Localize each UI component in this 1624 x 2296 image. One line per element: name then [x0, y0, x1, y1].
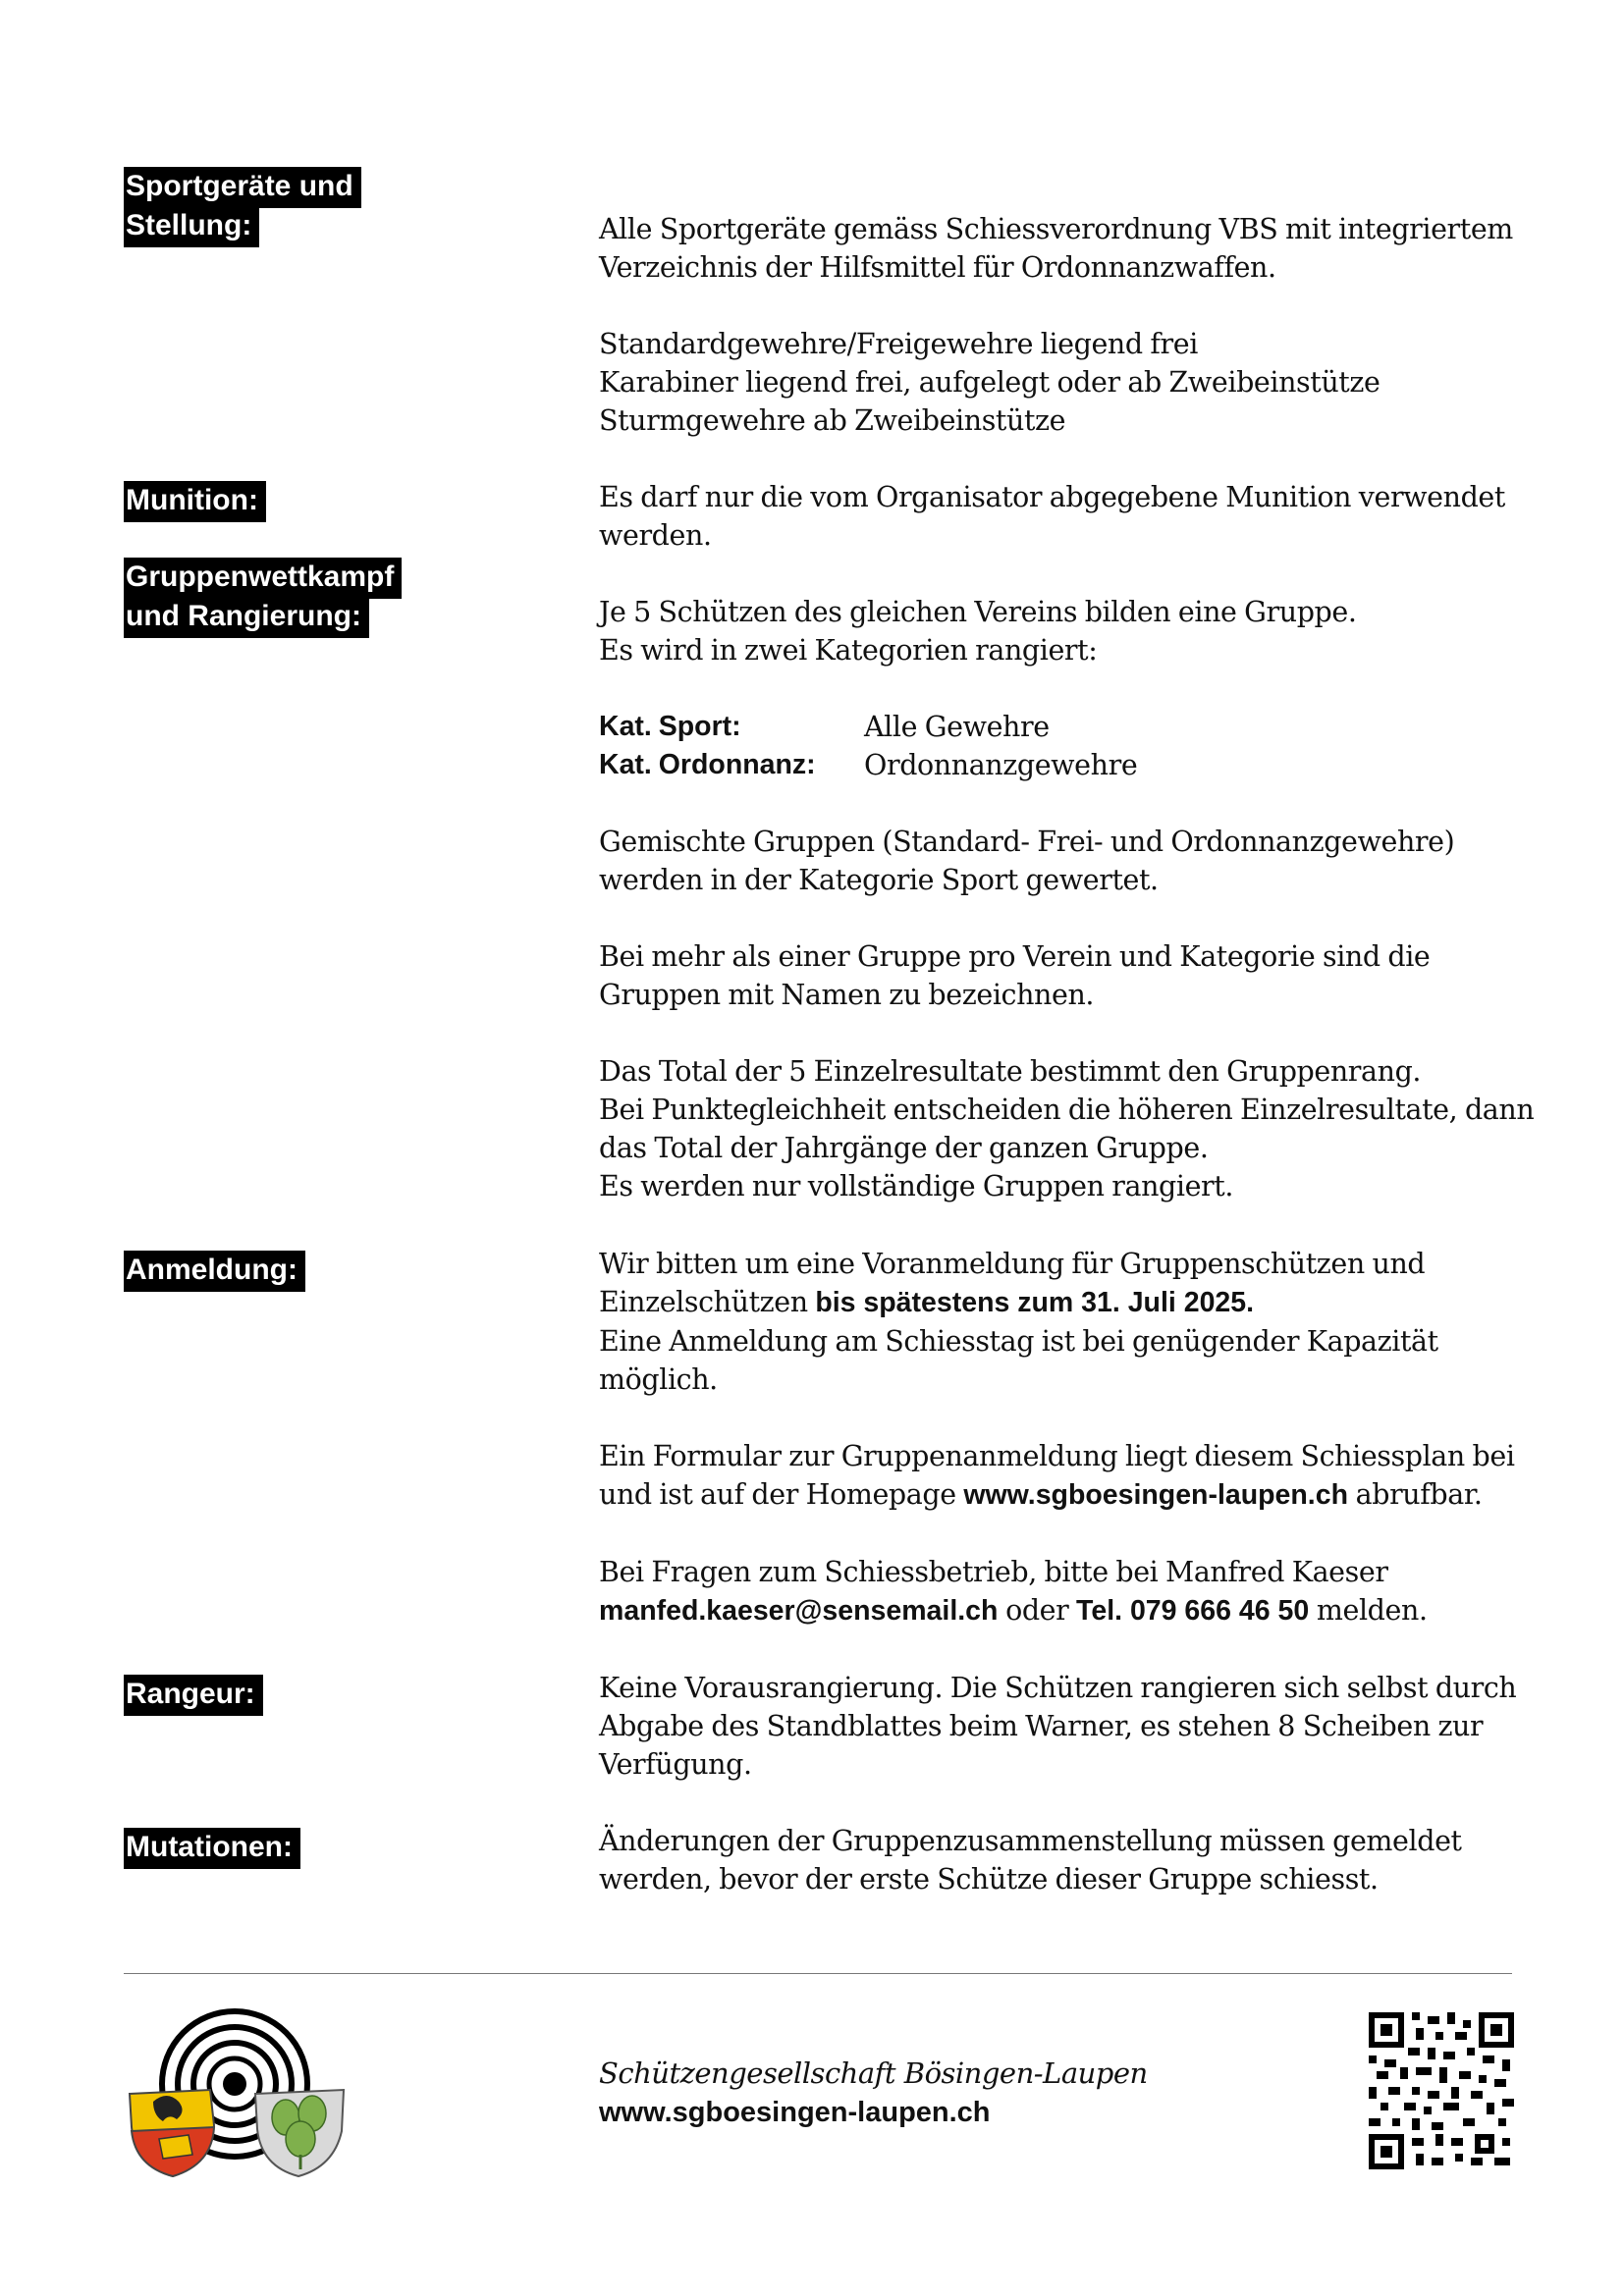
- organization-name: Schützengesellschaft Bösingen-Laupen: [599, 2056, 1148, 2090]
- category-value: Alle Gewehre: [864, 711, 1050, 743]
- text-line: Karabiner liegend frei, aufgelegt oder ab Zweibeinstütze: [599, 366, 1380, 399]
- text-line: Änderungen der Gruppenzusammenstellung müssen gemeldet: [599, 1825, 1462, 1857]
- deadline-text: bis spätestens zum 31. Juli 2025.: [815, 1287, 1255, 1318]
- text-line: Je 5 Schützen des gleichen Vereins bilden eine Gruppe.: [599, 596, 1357, 628]
- text-line: Es werden nur vollständige Gruppen rangiert.: [599, 1170, 1233, 1202]
- text-line: Verfügung.: [599, 1748, 752, 1781]
- club-crest-icon: [124, 2007, 350, 2184]
- text-line: Das Total der 5 Einzelresultate bestimmt den Gruppenrang.: [599, 1055, 1422, 1088]
- text-line: werden, bevor der erste Schütze dieser Gruppe schiesst.: [599, 1863, 1379, 1896]
- text-line: das Total der Jahrgänge der ganzen Gruppe.: [599, 1132, 1209, 1164]
- category-key: Kat. Sport:: [599, 711, 741, 742]
- qr-code-icon[interactable]: [1369, 2012, 1514, 2169]
- text-line: Abgabe des Standblattes beim Warner, es stehen 8 Scheiben zur: [599, 1710, 1484, 1742]
- text-line: werden.: [599, 519, 712, 552]
- text-line: Bei Fragen zum Schiessbetrieb, bitte bei Manfred Kaeser: [599, 1556, 1388, 1588]
- email-link[interactable]: manfed.kaeser@sensemail.ch: [599, 1595, 999, 1627]
- phone-number[interactable]: Tel. 079 666 46 50: [1076, 1595, 1310, 1627]
- section-mutationen: [599, 1822, 1532, 1898]
- text-line: Keine Vorausrangierung. Die Schützen rangieren sich selbst durch: [599, 1672, 1517, 1704]
- label-anmeldung: Anmeldung:: [124, 1251, 305, 1290]
- category-row-sport: [599, 708, 1532, 746]
- label-mutationen: Mutationen:: [124, 1828, 300, 1867]
- section-gruppenwettkampf: [599, 593, 1535, 1205]
- text-line: Bei Punktegleichheit entscheiden die höheren Einzelresultate, dann: [599, 1094, 1535, 1126]
- footer-url-link[interactable]: www.sgboesingen-laupen.ch: [599, 2097, 991, 2128]
- label-rangeur: Rangeur:: [124, 1675, 263, 1714]
- text-line: Eine Anmeldung am Schiesstag ist bei genügender Kapazität: [599, 1325, 1438, 1358]
- text-line: Verzeichnis der Hilfsmittel für Ordonnanzwaffen.: [599, 251, 1276, 284]
- label-munition: Munition:: [124, 481, 266, 520]
- category-row-ordonnanz: [599, 746, 1532, 784]
- text-line: Wir bitten um eine Voranmeldung für Gruppenschützen und: [599, 1248, 1426, 1280]
- category-key: Kat. Ordonnanz:: [599, 749, 816, 780]
- footer-divider: [124, 1973, 1512, 1974]
- text-line: Gruppen mit Namen zu bezeichnen.: [599, 979, 1095, 1011]
- text-line: werden in der Kategorie Sport gewertet.: [599, 864, 1159, 896]
- homepage-link[interactable]: www.sgboesingen-laupen.ch: [963, 1479, 1348, 1511]
- section-sportgeraete: [599, 210, 1532, 440]
- text-line: Es darf nur die vom Organisator abgegebene Munition verwendet: [599, 481, 1505, 513]
- text-line: möglich.: [599, 1363, 718, 1396]
- section-anmeldung: [599, 1245, 1532, 1630]
- section-munition: [599, 478, 1532, 555]
- text-line: Einzelschützen bis spätestens zum 31. Juli 2025.: [599, 1286, 1255, 1318]
- text-line: Gemischte Gruppen (Standard- Frei- und Ordonnanzgewehre): [599, 826, 1455, 858]
- text-line: Sturmgewehre ab Zweibeinstütze: [599, 404, 1066, 437]
- section-rangeur: [599, 1669, 1532, 1784]
- label-gruppenwettkampf: Gruppenwettkampf und Rangierung:: [124, 558, 418, 636]
- text-line: Es wird in zwei Kategorien rangiert:: [599, 634, 1098, 667]
- text-line: Bei mehr als einer Gruppe pro Verein und Kategorie sind die: [599, 940, 1431, 973]
- text-line: und ist auf der Homepage www.sgboesingen-laupen.ch abrufbar.: [599, 1478, 1483, 1511]
- text-line: Ein Formular zur Gruppenanmeldung liegt diesem Schiessplan bei: [599, 1440, 1515, 1472]
- text-line: manfed.kaeser@sensemail.ch oder Tel. 079 666 46 50 melden.: [599, 1594, 1428, 1627]
- label-sportgeraete: Sportgeräte und Stellung:: [124, 167, 379, 245]
- text-line: Standardgewehre/Freigewehre liegend frei: [599, 328, 1198, 360]
- text-line: Alle Sportgeräte gemäss Schiessverordnung VBS mit integriertem: [599, 213, 1513, 245]
- category-value: Ordonnanzgewehre: [864, 749, 1138, 781]
